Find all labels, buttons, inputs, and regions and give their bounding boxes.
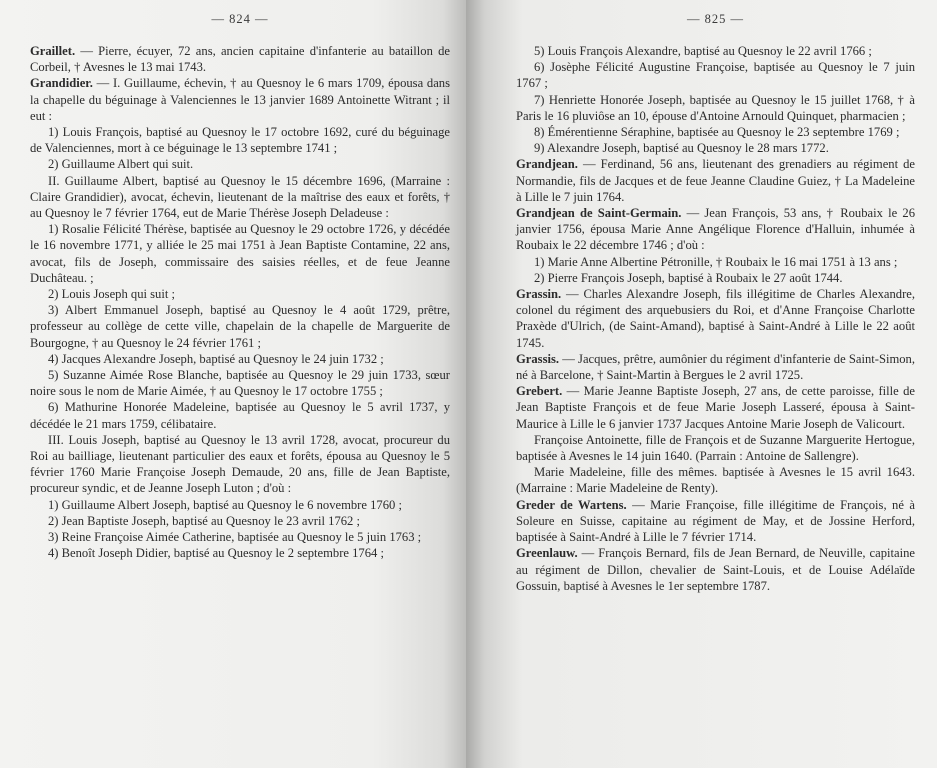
entry-text: — François Bernard, fils de Jean Bernard, de Neuville, capitaine au régiment de Dillon, chevalier de Saint-Louis, et de Louise Adélaïde Gossuin, baptisé à Avesnes le 1er septembre 1787. xyxy=(516,546,915,593)
surname-heading: Grandjean. xyxy=(516,157,578,172)
entry-text: 6) Josèphe Félicité Augustine Françoise, baptisée au Quesnoy le 7 juin 1767 ; xyxy=(516,60,915,91)
entry-paragraph xyxy=(516,124,915,140)
surname-heading: Grebert. xyxy=(516,384,563,399)
genealogy-entry xyxy=(30,43,450,75)
entry-text: — Jacques, prêtre, aumônier du régiment d'infanterie de Saint-Simon, né à Barcelone, † Saint-Martin à Bergues le 2 avril 1725. xyxy=(516,351,915,383)
entry-paragraph xyxy=(516,59,915,91)
entry-text: 2) Jean Baptiste Joseph, baptisé au Quesnoy le 23 avril 1762 ; xyxy=(48,513,360,528)
entry-text: 8) Émérentienne Séraphine, baptisée au Quesnoy le 23 septembre 1769 ; xyxy=(534,125,900,140)
right-page xyxy=(466,0,937,768)
entry-paragraph xyxy=(30,545,450,561)
page-number: — 825 — xyxy=(687,12,744,26)
entry-text: 1) Rosalie Félicité Thérèse, baptisée au Quesnoy le 29 octobre 1726, y décédée le 16 novembre 1771, y alliée le 25 mai 1751 à Jean Baptiste Contamine, 22 ans, avocat, fils de Joseph, commissaire des saisies réelles, et de feue Jeanne Duchâteau. ; xyxy=(30,222,450,285)
entry-text: 3) Albert Emmanuel Joseph, baptisé au Quesnoy le 4 août 1729, prêtre, professeur au collège de cette ville, chapelain de la chapelle de Marguerite de Bourgogne, † au Quesnoy le 24 février 1761 ; xyxy=(30,303,450,350)
entry-text: 4) Benoît Joseph Didier, baptisé au Quesnoy le 2 septembre 1764 ; xyxy=(48,546,384,561)
entry-text: — Marie Françoise, fille illégitime de François, né à Soleure en Suisse, capitaine au régiment de May, et de Jossine Herford, baptisée à Saint-André à Lille le 7 février 1714. xyxy=(516,497,915,545)
page-number: — 824 — xyxy=(211,12,269,26)
entry-text: 1) Guillaume Albert Joseph, baptisé au Quesnoy le 6 novembre 1760 ; xyxy=(48,497,402,512)
entry-paragraph xyxy=(516,92,915,124)
entry-paragraph xyxy=(30,351,450,367)
entry-text: 6) Mathurine Honorée Madeleine, baptisée au Quesnoy le 5 avril 1737, y décédée le 21 mars 1759, célibataire. xyxy=(30,400,450,431)
entry-paragraph xyxy=(30,497,450,513)
entry-text: Marie Madeleine, fille des mêmes. baptisée à Avesnes le 15 avril 1643. (Marraine : Marie Madeleine de Renty). xyxy=(516,465,915,496)
entry-text: 5) Suzanne Aimée Rose Blanche, baptisée au Quesnoy le 29 juin 1733, sœur noire sous le nom de Marie Aimée, † au Quesnoy le 17 octobre 1755 ; xyxy=(30,368,450,399)
entry-paragraph xyxy=(30,286,450,302)
entry-text: 3) Reine Françoise Aimée Catherine, baptisée au Quesnoy le 5 juin 1763 ; xyxy=(48,530,422,545)
surname-heading: Grandjean de Saint-Germain. xyxy=(516,206,682,221)
surname-heading: Grandidier. xyxy=(30,76,93,91)
entry-text: 9) Alexandre Joseph, baptisé au Quesnoy le 28 mars 1772. xyxy=(534,141,829,156)
entry-text: 2) Louis Joseph qui suit ; xyxy=(48,287,175,302)
genealogy-entry xyxy=(516,383,915,432)
surname-heading: Grassin. xyxy=(516,287,562,302)
entry-text: Françoise Antoinette, fille de François et de Suzanne Marguerite Hertogue, baptisée à Avesnes le 14 juin 1640. (Parrain : Antoine de Sallengre). xyxy=(516,432,915,464)
genealogy-entry xyxy=(516,351,915,383)
entry-text: — Jean François, 53 ans, † Roubaix le 26 janvier 1756, épousa Marie Anne Angélique Florence d'Halluin, inhumée à Roubaix le 22 décembre 1746 ; d'où : xyxy=(516,206,915,253)
surname-heading: Greder de Wartens. xyxy=(516,497,627,512)
entry-text: II. Guillaume Albert, baptisé au Quesnoy le 15 décembre 1696, (Marraine : Claire Grandidier), avocat, échevin, lieutenant de la maîtrise des eaux et forêts, † au Quesnoy le 7 février 1764, eut de Marie Thérèse Joseph Deladeuse : xyxy=(30,173,450,221)
left-page xyxy=(0,0,466,768)
entry-paragraph xyxy=(30,221,450,286)
surname-heading: Greenlauw. xyxy=(516,546,578,561)
entry-text: 5) Louis François Alexandre, baptisé au Quesnoy le 22 avril 1766 ; xyxy=(534,44,872,58)
entry-text: — Charles Alexandre Joseph, fils illégitime de Charles Alexandre, colonel du régiment des arquebusiers du Roi, et d'Anne Françoise Charlotte Praxède d'Ulrich, (de Saint-Amand), baptisé à Saint-André à Lille le 22 août 1745. xyxy=(516,287,915,350)
entry-paragraph xyxy=(516,270,915,286)
entry-text: 7) Henriette Honorée Joseph, baptisée au Quesnoy le 15 juillet 1768, † à Paris le 16 pluviôse an 10, épouse d'Antoine Arnould Quinquet, pharmacien ; xyxy=(516,92,915,123)
entry-text: 2) Pierre François Joseph, baptisé à Roubaix le 27 août 1744. xyxy=(534,270,843,285)
entry-text: 2) Guillaume Albert qui suit. xyxy=(48,157,194,172)
entry-text: — Ferdinand, 56 ans, lieutenant des grenadiers au régiment de Normandie, fils de Jacques et de feue Jeanne Claudine Guiez, † La Madeleine à Lille le 7 juin 1764. xyxy=(516,157,915,204)
entry-paragraph xyxy=(30,529,450,545)
entry-text: 1) Marie Anne Albertine Pétronille, † Roubaix le 16 mai 1751 à 13 ans ; xyxy=(534,254,898,269)
genealogy-entry xyxy=(516,545,915,594)
surname-heading: Grassis. xyxy=(516,351,560,366)
entry-paragraph xyxy=(516,254,915,270)
entry-paragraph xyxy=(30,513,450,529)
page-body xyxy=(516,43,915,594)
genealogy-entry xyxy=(516,205,915,254)
entry-paragraph xyxy=(516,432,915,464)
entry-paragraph xyxy=(516,43,915,59)
entry-paragraph xyxy=(30,432,450,497)
page-body xyxy=(30,43,450,562)
entry-paragraph xyxy=(30,156,450,172)
entry-paragraph xyxy=(516,140,915,156)
entry-text: — Pierre, écuyer, 72 ans, ancien capitaine d'infanterie au bataillon de Corbeil, † Avesnes le 13 mai 1743. xyxy=(30,44,450,75)
surname-heading: Graillet. xyxy=(30,44,76,58)
entry-text: — Marie Jeanne Baptiste Joseph, 27 ans, de cette paroisse, fille de Jean Baptiste François et de feue Marie Joseph Lasseré, épousa à Saint-Maurice à Lille le 6 janvier 1737 Jacques Antoine Marie Joseph de Valicourt. xyxy=(516,384,915,431)
entry-text: III. Louis Joseph, baptisé au Quesnoy le 13 avril 1728, avocat, procureur du Roi au bailliage, lieutenant particulier des eaux et forêts, épousa au Quesnoy le 5 février 1760 Marie Françoise Joseph Demaude, 20 ans, fille de Jean Baptiste, procureur syndic, et de Jeanne Joseph Luton ; d'où : xyxy=(30,432,450,496)
entry-text: 4) Jacques Alexandre Joseph, baptisé au Quesnoy le 24 juin 1732 ; xyxy=(48,351,384,366)
entry-paragraph xyxy=(30,367,450,399)
genealogy-entry xyxy=(516,156,915,205)
genealogy-entry xyxy=(516,497,915,546)
genealogy-entry xyxy=(30,75,450,124)
entry-paragraph xyxy=(30,302,450,351)
entry-paragraph xyxy=(516,464,915,496)
entry-paragraph xyxy=(30,399,450,431)
entry-text: — I. Guillaume, échevin, † au Quesnoy le 6 mars 1709, épousa dans la chapelle du béguinage à Valenciennes le 13 janvier 1689 Antoinette Witrant ; il eut : xyxy=(30,76,450,123)
entry-paragraph xyxy=(30,173,450,222)
genealogy-entry xyxy=(516,286,915,351)
entry-text: 1) Louis François, baptisé au Quesnoy le 17 octobre 1692, curé du béguinage de Valenciennes, mort à ce béguinage le 13 septembre 1741 ; xyxy=(30,125,450,156)
entry-paragraph xyxy=(30,124,450,156)
